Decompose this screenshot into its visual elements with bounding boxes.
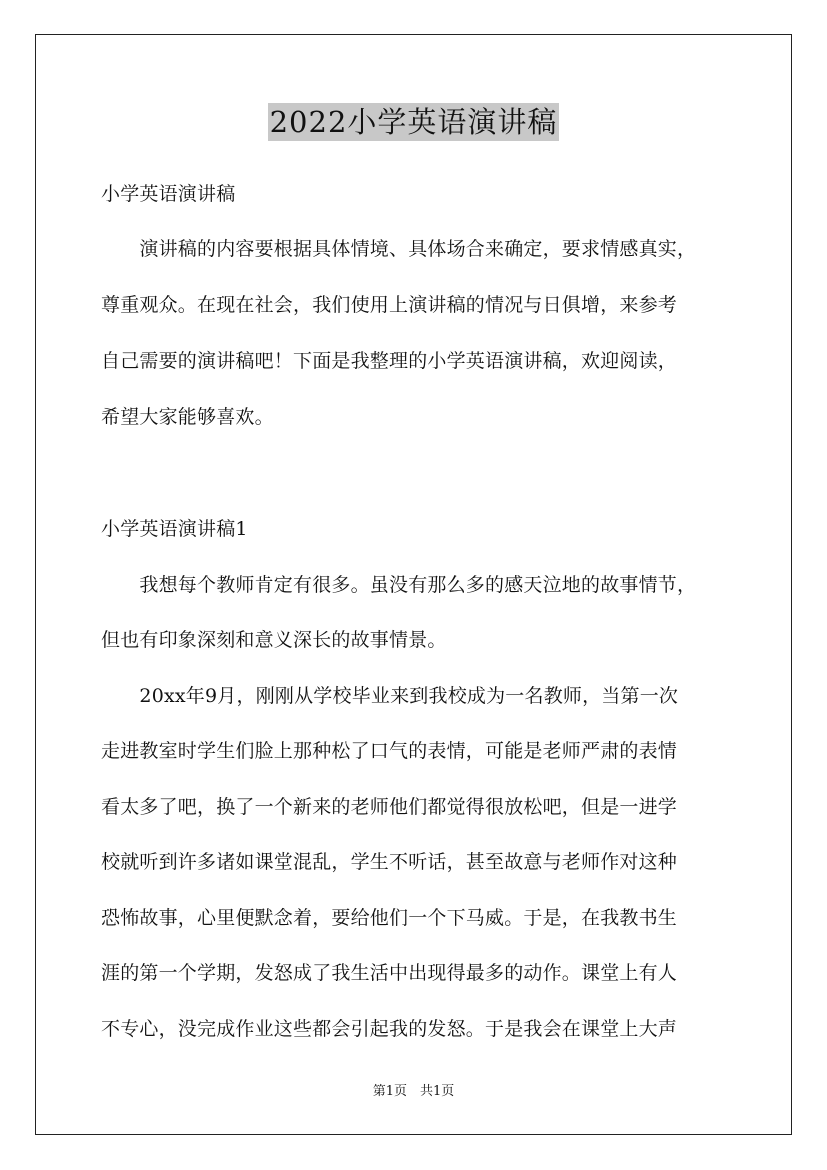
paragraph-line: 恐怖故事，心里便默念着，要给他们一个下马威。于是，在我教书生 [101, 907, 678, 929]
paragraph-line: 自己需要的演讲稿吧！下面是我整理的小学英语演讲稿，欢迎阅读， [101, 350, 678, 372]
paragraph-line: 但也有印象深刻和意义深长的故事情景。 [101, 629, 447, 651]
paragraph-line: 演讲稿的内容要根据具体情境、具体场合来确定，要求情感真实， [101, 238, 697, 260]
title-container [0, 103, 827, 141]
paragraph-line: 看太多了吧，换了一个新来的老师他们都觉得很放松吧，但是一进学 [101, 796, 678, 818]
document-title: 2022小学英语演讲稿 [269, 105, 558, 139]
paragraph-line: 希望大家能够喜欢。 [101, 406, 274, 428]
page-footer: 第1页 共1页 [372, 1084, 455, 1099]
paragraph-line: 尊重观众。在现在社会，我们使用上演讲稿的情况与日俱增，来参考 [101, 294, 678, 316]
section-heading: 小学英语演讲稿1 [101, 518, 248, 540]
paragraph-line: 我想每个教师肯定有很多。虽没有那么多的感天泣地的故事情节， [101, 574, 697, 596]
paragraph-line: 不专心，没完成作业这些都会引起我的发怒。于是我会在课堂上大声 [101, 1018, 678, 1040]
section-heading: 小学英语演讲稿 [101, 183, 236, 205]
paragraph-line: 涯的第一个学期，发怒成了我生活中出现得最多的动作。课堂上有人 [101, 962, 678, 984]
document-body [101, 176, 731, 1047]
paragraph-line: 20xx年9月，刚刚从学校毕业来到我校成为一名教师，当第一次 [101, 685, 679, 707]
paragraph-line: 走进教室时学生们脸上那种松了口气的表情，可能是老师严肃的表情 [101, 740, 678, 762]
paragraph-line: 校就听到许多诸如课堂混乱，学生不听话，甚至故意与老师作对这种 [101, 851, 678, 873]
